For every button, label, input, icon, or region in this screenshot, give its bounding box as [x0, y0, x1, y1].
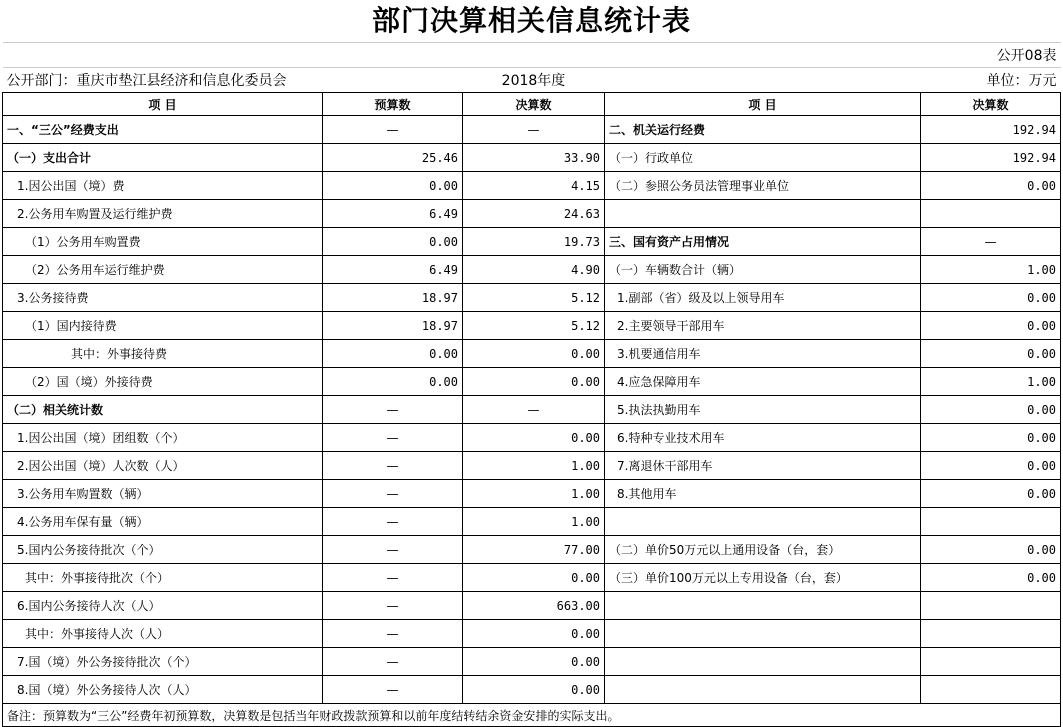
row-item-label: 8.国（境）外公务接待人次（人）: [3, 676, 323, 704]
row-final-value: 5.12: [463, 312, 605, 340]
note-row: [3, 704, 1061, 727]
row-item-right-label: 1.副部（省）级及以上领导用车: [605, 284, 921, 312]
table-row: [3, 256, 1061, 284]
row-final-right-value: 0.00: [921, 564, 1061, 592]
row-item-right-label: [605, 200, 921, 228]
row-final-right-value: 0.00: [921, 312, 1061, 340]
row-final-right-value: 0.00: [921, 424, 1061, 452]
row-item-right-label: 6.特种专业技术用车: [605, 424, 921, 452]
row-item-label: 1.因公出国（境）团组数（个）: [3, 424, 323, 452]
row-budget-value: 6.49: [323, 200, 463, 228]
row-final-right-value: 0.00: [921, 172, 1061, 200]
row-budget-value: 0.00: [323, 228, 463, 256]
year-label: 2018年度: [463, 68, 605, 93]
row-final-right-value: [921, 648, 1061, 676]
row-budget-value: —: [323, 508, 463, 536]
row-item-label: 6.国内公务接待人次（人）: [3, 592, 323, 620]
row-item-right-label: [605, 620, 921, 648]
row-final-right-value: [921, 620, 1061, 648]
table-row: [3, 312, 1061, 340]
row-item-right-label: 5.执法执勤用车: [605, 396, 921, 424]
row-item-label: 3.公务用车购置数（辆）: [3, 480, 323, 508]
table-row: [3, 144, 1061, 172]
col-header-final-right: 决算数: [921, 93, 1061, 116]
department-label: 公开部门：重庆市垫江县经济和信息化委员会: [3, 68, 463, 93]
row-final-value: 4.15: [463, 172, 605, 200]
row-budget-value: —: [323, 116, 463, 144]
row-item-label: （1）公务用车购置费: [3, 228, 323, 256]
row-item-right-label: [605, 592, 921, 620]
form-number-row: [3, 43, 1061, 68]
row-item-label: 7.国（境）外公务接待批次（个）: [3, 648, 323, 676]
row-item-right-label: 2.主要领导干部用车: [605, 312, 921, 340]
row-budget-value: 25.46: [323, 144, 463, 172]
table-row: [3, 676, 1061, 704]
row-final-right-value: 0.00: [921, 452, 1061, 480]
row-item-right-label: （一）行政单位: [605, 144, 921, 172]
row-final-value: —: [463, 116, 605, 144]
row-budget-value: 0.00: [323, 368, 463, 396]
table-row: [3, 284, 1061, 312]
row-item-right-label: 8.其他用车: [605, 480, 921, 508]
row-final-value: 19.73: [463, 228, 605, 256]
row-budget-value: —: [323, 424, 463, 452]
row-budget-value: —: [323, 676, 463, 704]
row-item-label: （二）相关统计数: [3, 396, 323, 424]
row-budget-value: —: [323, 648, 463, 676]
row-item-right-label: 二、机关运行经费: [605, 116, 921, 144]
row-item-right-label: （三）单价100万元以上专用设备（台，套）: [605, 564, 921, 592]
row-final-right-value: 192.94: [921, 116, 1061, 144]
row-budget-value: —: [323, 620, 463, 648]
row-final-right-value: 0.00: [921, 396, 1061, 424]
table-row: [3, 564, 1061, 592]
row-final-value: 77.00: [463, 536, 605, 564]
row-final-value: 24.63: [463, 200, 605, 228]
col-header-budget: 预算数: [323, 93, 463, 116]
row-budget-value: 0.00: [323, 172, 463, 200]
table-row: [3, 228, 1061, 256]
row-item-label: 5.国内公务接待批次（个）: [3, 536, 323, 564]
row-final-value: 0.00: [463, 340, 605, 368]
row-item-label: （一）支出合计: [3, 144, 323, 172]
row-final-value: 0.00: [463, 424, 605, 452]
row-item-label: 其中：外事接待批次（个）: [3, 564, 323, 592]
row-item-label: 1.因公出国（境）费: [3, 172, 323, 200]
row-item-label: （2）国（境）外接待费: [3, 368, 323, 396]
row-final-value: 1.00: [463, 452, 605, 480]
note-text: 备注：预算数为“三公”经费年初预算数，决算数是包括当年财政拨款预算和以前年度结转结余资金安排的实际支出。: [3, 704, 1061, 727]
row-final-value: 5.12: [463, 284, 605, 312]
row-item-right-label: 7.离退休干部用车: [605, 452, 921, 480]
row-item-right-label: 4.应急保障用车: [605, 368, 921, 396]
row-final-value: —: [463, 396, 605, 424]
row-item-right-label: （二）参照公务员法管理事业单位: [605, 172, 921, 200]
header-row: [3, 93, 1061, 116]
row-final-value: 1.00: [463, 508, 605, 536]
row-final-value: 0.00: [463, 676, 605, 704]
row-final-right-value: 0.00: [921, 284, 1061, 312]
table-row: [3, 172, 1061, 200]
table-row: [3, 368, 1061, 396]
row-final-right-value: 0.00: [921, 480, 1061, 508]
row-final-right-value: [921, 508, 1061, 536]
table-row: [3, 424, 1061, 452]
meta-row: [3, 68, 1061, 93]
table-row: [3, 648, 1061, 676]
table-row: [3, 508, 1061, 536]
row-final-value: 0.00: [463, 620, 605, 648]
table-row: [3, 592, 1061, 620]
row-budget-value: —: [323, 480, 463, 508]
row-item-label: （1）国内接待费: [3, 312, 323, 340]
row-budget-value: 6.49: [323, 256, 463, 284]
row-budget-value: 18.97: [323, 284, 463, 312]
table-row: [3, 480, 1061, 508]
row-final-value: 0.00: [463, 648, 605, 676]
row-budget-value: —: [323, 396, 463, 424]
row-item-right-label: [605, 508, 921, 536]
table-row: [3, 340, 1061, 368]
row-item-label: （2）公务用车运行维护费: [3, 256, 323, 284]
row-item-label: 2.因公出国（境）人次数（人）: [3, 452, 323, 480]
unit-label: 单位：万元: [921, 68, 1061, 93]
table-row: [3, 620, 1061, 648]
row-final-value: 0.00: [463, 564, 605, 592]
form-number: 公开08表: [921, 43, 1061, 68]
row-final-right-value: [921, 676, 1061, 704]
row-item-label: 4.公务用车保有量（辆）: [3, 508, 323, 536]
row-final-value: 1.00: [463, 480, 605, 508]
row-budget-value: 18.97: [323, 312, 463, 340]
table-row: [3, 200, 1061, 228]
row-item-label: 其中：外事接待人次（人）: [3, 620, 323, 648]
table-row: [3, 452, 1061, 480]
row-item-right-label: （一）车辆数合计（辆）: [605, 256, 921, 284]
row-item-right-label: [605, 676, 921, 704]
row-final-right-value: —: [921, 228, 1061, 256]
row-final-right-value: 1.00: [921, 368, 1061, 396]
row-budget-value: —: [323, 536, 463, 564]
row-budget-value: —: [323, 452, 463, 480]
col-header-final: 决算数: [463, 93, 605, 116]
row-final-value: 4.90: [463, 256, 605, 284]
table-row: [3, 396, 1061, 424]
col-header-item-right: 项 目: [605, 93, 921, 116]
row-item-right-label: 3.机要通信用车: [605, 340, 921, 368]
row-final-value: 663.00: [463, 592, 605, 620]
row-budget-value: —: [323, 592, 463, 620]
page-title: 部门决算相关信息统计表: [371, 4, 691, 37]
row-final-right-value: 1.00: [921, 256, 1061, 284]
row-final-right-value: [921, 200, 1061, 228]
table-row: [3, 536, 1061, 564]
row-final-value: 0.00: [463, 368, 605, 396]
row-budget-value: —: [323, 564, 463, 592]
row-budget-value: 0.00: [323, 340, 463, 368]
row-item-right-label: [605, 648, 921, 676]
row-final-right-value: 192.94: [921, 144, 1061, 172]
row-item-right-label: （二）单价50万元以上通用设备（台，套）: [605, 536, 921, 564]
row-item-label: 其中：外事接待费: [3, 340, 323, 368]
row-item-label: 一、“三公”经费支出: [3, 116, 323, 144]
row-final-right-value: 0.00: [921, 340, 1061, 368]
row-item-right-label: 三、国有资产占用情况: [605, 228, 921, 256]
row-item-label: 3.公务接待费: [3, 284, 323, 312]
col-header-item: 项 目: [3, 93, 323, 116]
row-final-right-value: 0.00: [921, 536, 1061, 564]
row-item-label: 2.公务用车购置及运行维护费: [3, 200, 323, 228]
row-final-value: 33.90: [463, 144, 605, 172]
statistics-table: [2, 42, 1061, 727]
table-row: [3, 116, 1061, 144]
row-final-right-value: [921, 592, 1061, 620]
